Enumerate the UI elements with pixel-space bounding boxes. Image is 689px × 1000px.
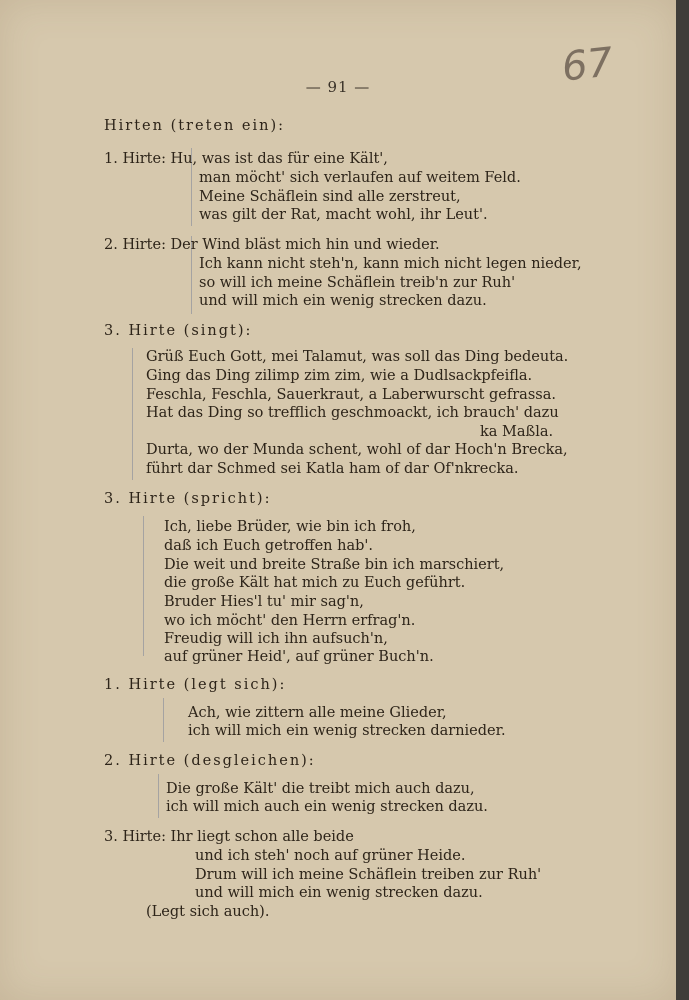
speech-line: Meine Schäflein sind alle zerstreut, [199,189,461,205]
page-number: — 91 — [305,78,371,96]
speech-line: Die weit und breite Straße bin ich marschiert, [164,557,505,573]
speech-line: 3. Hirte: Ihr liegt schon alle beide [104,829,354,845]
speech-line: ich will mich auch ein wenig strecken dazu. [166,799,488,815]
speech-line: Ach, wie zittern alle meine Glieder, [188,705,447,721]
speech-line: und will mich ein wenig strecken dazu. [199,293,487,309]
margin-bar [132,348,133,480]
heading-hirten: Hirten (treten ein): [104,118,286,134]
speech-line: man möcht' sich verlaufen auf weitem Feld. [199,170,521,186]
song-line: führt dar Schmed sei Katla ham of dar Of'nkrecka. [146,461,519,477]
speaker-heading: 3. Hirte (spricht): [104,491,272,507]
speaker-heading: 2. Hirte (desgleichen): [104,753,316,769]
song-line: Hat das Ding so trefflich geschmoackt, ich brauch' dazu [146,405,559,421]
song-line: ka Maßla. [480,424,554,440]
speech-line: ich will mich ein wenig strecken darnieder. [188,723,506,739]
speaker-heading: 3. Hirte (singt): [104,323,253,339]
margin-bar [143,516,144,656]
speech-line: was gilt der Rat, macht wohl, ihr Leut'. [199,207,488,223]
speech-line: und will mich ein wenig strecken dazu. [195,885,483,901]
archive-number: 67 [559,39,616,91]
speech-line: daß ich Euch getroffen hab'. [164,538,373,554]
song-line: Grüß Euch Gott, mei Talamut, was soll das Ding bedeuta. [146,349,569,365]
song-line: Durta, wo der Munda schent, wohl of dar Hoch'n Brecka, [146,442,568,458]
speech-line: und ich steh' noch auf grüner Heide. [195,848,466,864]
speech-line: Bruder Hies'l tu' mir sag'n, [164,594,364,610]
scan-border [676,0,689,1000]
speech-line: 1. Hirte: Hu, was ist das für eine Kält', [104,151,388,167]
stage-direction: (Legt sich auch). [146,904,270,920]
speech-line: so will ich meine Schäflein treib'n zur Ruh' [199,275,516,291]
speech-line: 2. Hirte: Der Wind bläst mich hin und wieder. [104,237,440,253]
speech-line: die große Kält hat mich zu Euch geführt. [164,575,466,591]
speech-line: Drum will ich meine Schäflein treiben zur Ruh' [195,867,542,883]
song-line: Feschla, Feschla, Sauerkraut, a Laberwurscht gefrassa. [146,387,556,403]
speech-line: Ich, liebe Brüder, wie bin ich froh, [164,519,416,535]
speech-line: Freudig will ich ihn aufsuch'n, [164,631,388,647]
speech-line: auf grüner Heid', auf grüner Buch'n. [164,649,434,665]
margin-bar [163,698,164,742]
speech-line: wo ich möcht' den Herrn erfrag'n. [164,613,416,629]
speaker-heading: 1. Hirte (legt sich): [104,677,287,693]
margin-bar [158,774,159,818]
speech-line: Ich kann nicht steh'n, kann mich nicht legen nieder, [199,256,582,272]
speech-line: Die große Kält' die treibt mich auch dazu, [166,781,475,797]
song-line: Ging das Ding zilimp zim zim, wie a Dudlsackpfeifla. [146,368,533,384]
